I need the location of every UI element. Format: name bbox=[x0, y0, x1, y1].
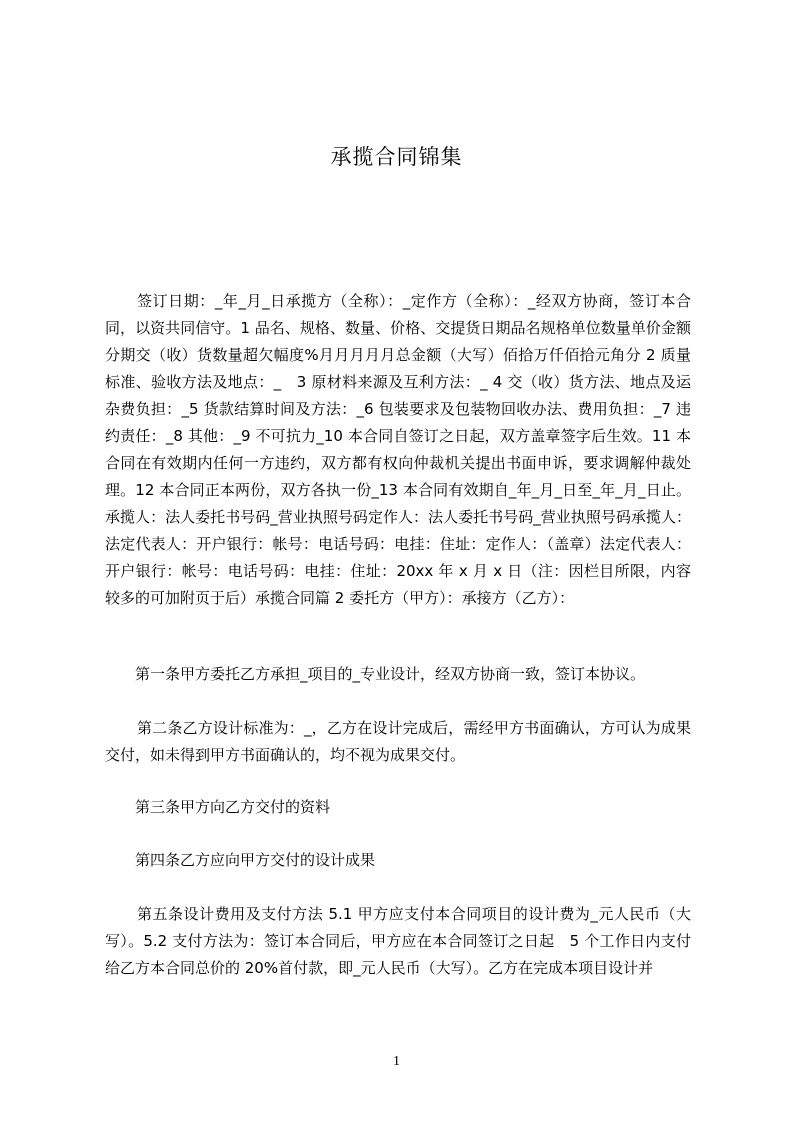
paragraph-contract-terms: 签订日期：_年_月_日承揽方（全称）：_定作方（全称）：_经双方协商，签订本合同，以资共同信守。1 品名、规格、数量、价格、交提货日期品名规格单位数量单价金额分期交（收）货数量超欠幅度%月月月月月总金额（大写）佰拾万仟佰拾元角分 2 质量标准、验收方法及地点：_ 3 原材料来源及互利方法：_ 4 交（收）货方法、地点及运杂费负担：_5 货款结算时间及方法：_6 包装要求及包装物回收办法、费用负担：_7 违约责任：_8 其他：_9 不可抗力_10 本合同自签订之日起，双方盖章签字后生效。11 本合同在有效期内任何一方违约，双方都有权向仲裁机关提出书面申诉，要求调解仲裁处理。12 本合同正本两份，双方各执一份_13 本合同有效期自_年_月_日至_年_月_日止。承揽人：法人委托书号码_营业执照号码定作人：法人委托书号码_营业执照号码承揽人：法定代表人：开户银行：帐号：电话号码：电挂：住址：定作人：（盖章）法定代表人：开户银行：帐号：电话号码：电挂：住址：20xx 年 x 月 x 日（注：因栏目所限，内容较多的可加附页于后）承揽合同篇 2 委托方（甲方）：承接方（乙方）： bbox=[105, 292, 691, 607]
document-title: 承揽合同锦集 bbox=[330, 145, 463, 169]
paragraph-article-5: 第五条设计费用及支付方法 5.1 甲方应支付本合同项目的设计费为_元人民币（大写）。5.2 支付方法为：签订本合同后，甲方应在本合同签订之日起 5 个工作日内支付给乙方本合同总价的 20%首付款，即_元人民币（大写）。乙方在完成本项目设计并 bbox=[105, 905, 691, 977]
paragraph-article-3: 第三条甲方向乙方交付的资料 bbox=[135, 798, 331, 816]
page-number: 1 bbox=[393, 1054, 400, 1069]
paragraph-article-2: 第二条乙方设计标准为：_，乙方在设计完成后，需经甲方书面确认，方可认为成果交付，如未得到甲方书面确认的，均不视为成果交付。 bbox=[105, 719, 691, 764]
paragraph-article-4: 第四条乙方应向甲方交付的设计成果 bbox=[135, 851, 376, 869]
paragraph-article-1: 第一条甲方委托乙方承担_项目的_专业设计，经双方协商一致，签订本协议。 bbox=[135, 665, 646, 683]
